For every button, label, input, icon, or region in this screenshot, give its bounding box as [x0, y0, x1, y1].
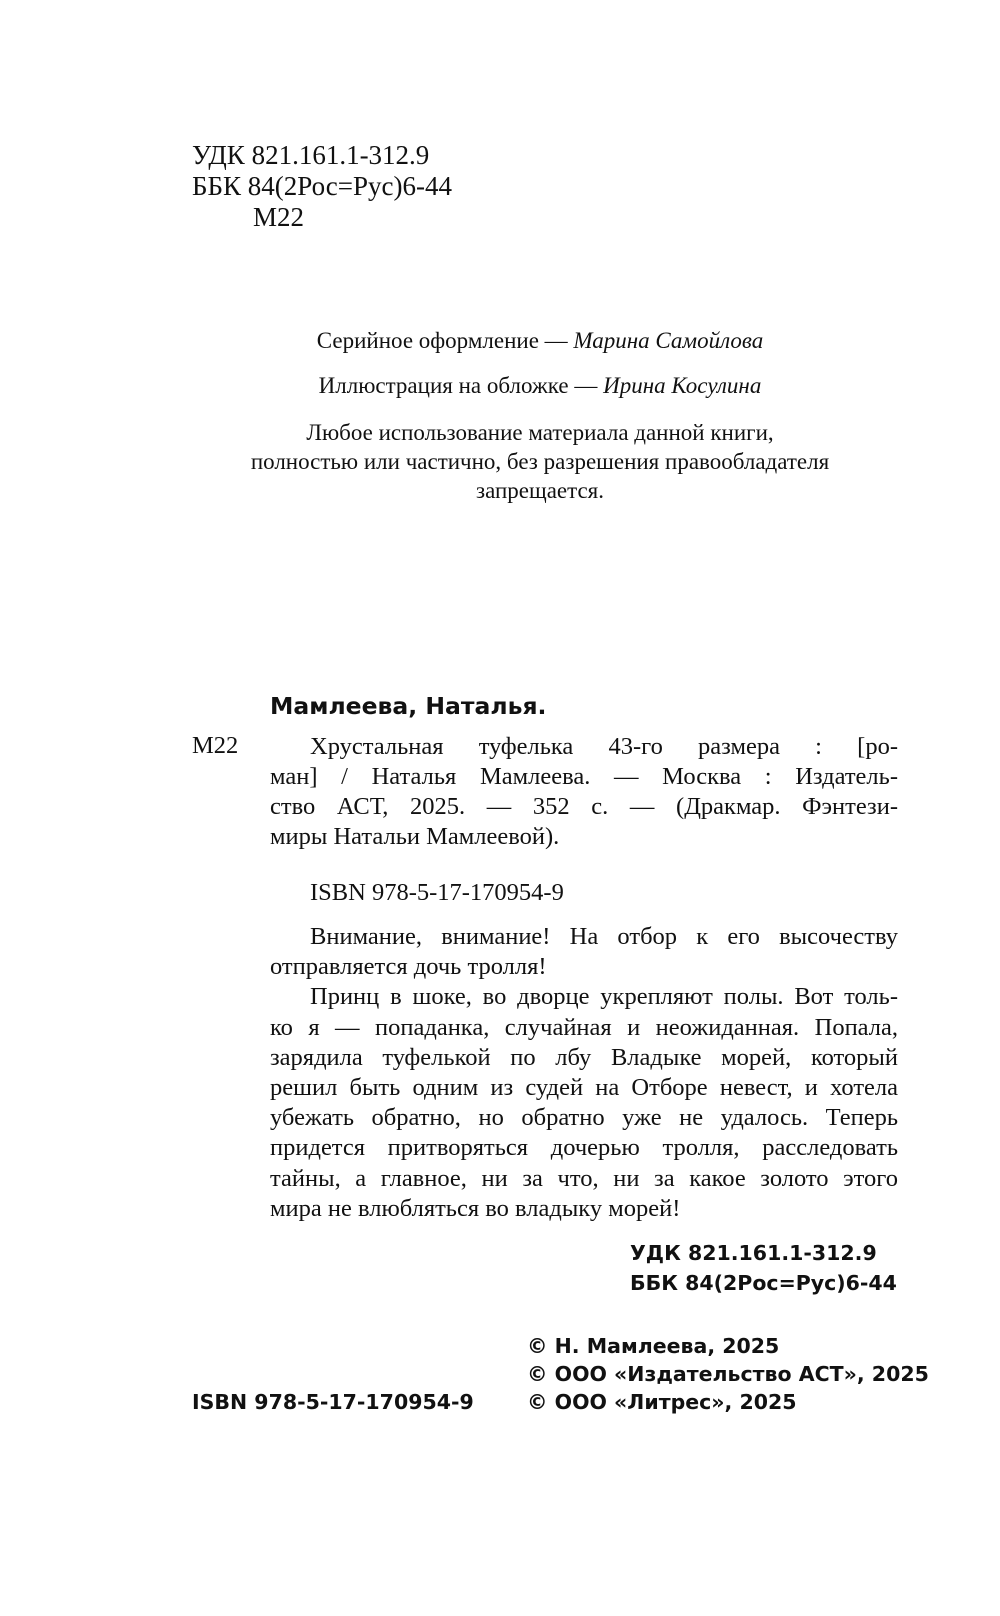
series-design-credit	[0, 328, 1000, 354]
annotation-line: убежать обратно, но обратно уже не удалось. Теперь	[270, 1104, 898, 1132]
series-design-label: Серийное оформление —	[316, 328, 574, 353]
copyright-holders	[527, 1332, 929, 1416]
annotation-line: решил быть одним из судей на Отборе невест, и хотела	[270, 1074, 898, 1102]
bbk-code: ББК 84(2Рос=Рус)6-44	[192, 171, 452, 201]
copyright-notice	[0, 418, 1000, 505]
cover-illustration-label: Иллюстрация на обложке —	[318, 373, 604, 398]
bibliographic-entry-line: миры Натальи Мамлеевой).	[270, 823, 560, 850]
annotation-line: тайны, а главное, ни за что, ни за какое золото этого	[270, 1164, 898, 1192]
record-author-mark: М22	[192, 732, 239, 759]
copyright-notice-line: запрещается.	[475, 478, 604, 503]
bibliographic-entry-line: ство АСТ, 2025. — 352 с. — (Дракмар. Фэнтези-	[270, 793, 898, 820]
annotation-line: отправляется дочь тролля!	[270, 953, 547, 981]
annotation-line: Принц в шоке, во дворце укрепляют полы. Вот толь-	[310, 983, 898, 1011]
cover-illustrator-name: Ирина Косулина	[603, 373, 762, 398]
footer-bbk-code: ББК 84(2Рос=Рус)6-44	[630, 1271, 897, 1295]
cover-illustration-credit	[0, 373, 1000, 399]
footer-isbn: ISBN 978-5-17-170954-9	[192, 1390, 474, 1414]
copyright-notice-line: полностью или частично, без разрешения правообладателя	[250, 449, 830, 474]
footer-udk-code: УДК 821.161.1-312.9	[630, 1241, 877, 1265]
record-author: Мамлеева, Наталья.	[270, 692, 547, 720]
footer-classification-codes	[630, 1238, 897, 1298]
annotation-line: Внимание, внимание! На отбор к его высочеству	[310, 923, 898, 950]
annotation-line: зарядила туфелькой по лбу Владыке морей, который	[270, 1043, 898, 1071]
copyright-notice-line: Любое использование материала данной книги,	[306, 420, 774, 445]
classification-codes	[192, 140, 452, 233]
annotation-line: придется притворяться дочерью тролля, расследовать	[270, 1134, 898, 1162]
annotation-line: ко я — попаданка, случайная и неожиданная. Попала,	[270, 1013, 898, 1041]
bibliographic-entry	[270, 732, 898, 852]
bibliographic-entry-line: Хрустальная туфелька 43-го размера : [ро-	[310, 733, 898, 760]
annotation-line: мира не влюбляться во владыку морей!	[270, 1194, 681, 1222]
author-mark: М22	[253, 202, 305, 232]
series-designer-name: Марина Самойлова	[573, 328, 764, 353]
udk-code: УДК 821.161.1-312.9	[192, 140, 430, 170]
copyright-line: © Н. Мамлеева, 2025	[527, 1334, 780, 1358]
record-isbn: ISBN 978-5-17-170954-9	[310, 879, 564, 906]
bibliographic-entry-line: ман] / Наталья Мамлеева. — Москва : Издатель-	[270, 763, 898, 790]
copyright-line: © ООО «Издательство АСТ», 2025	[527, 1362, 929, 1386]
annotation	[270, 922, 898, 1224]
copyright-line: © ООО «Литрес», 2025	[527, 1390, 797, 1414]
